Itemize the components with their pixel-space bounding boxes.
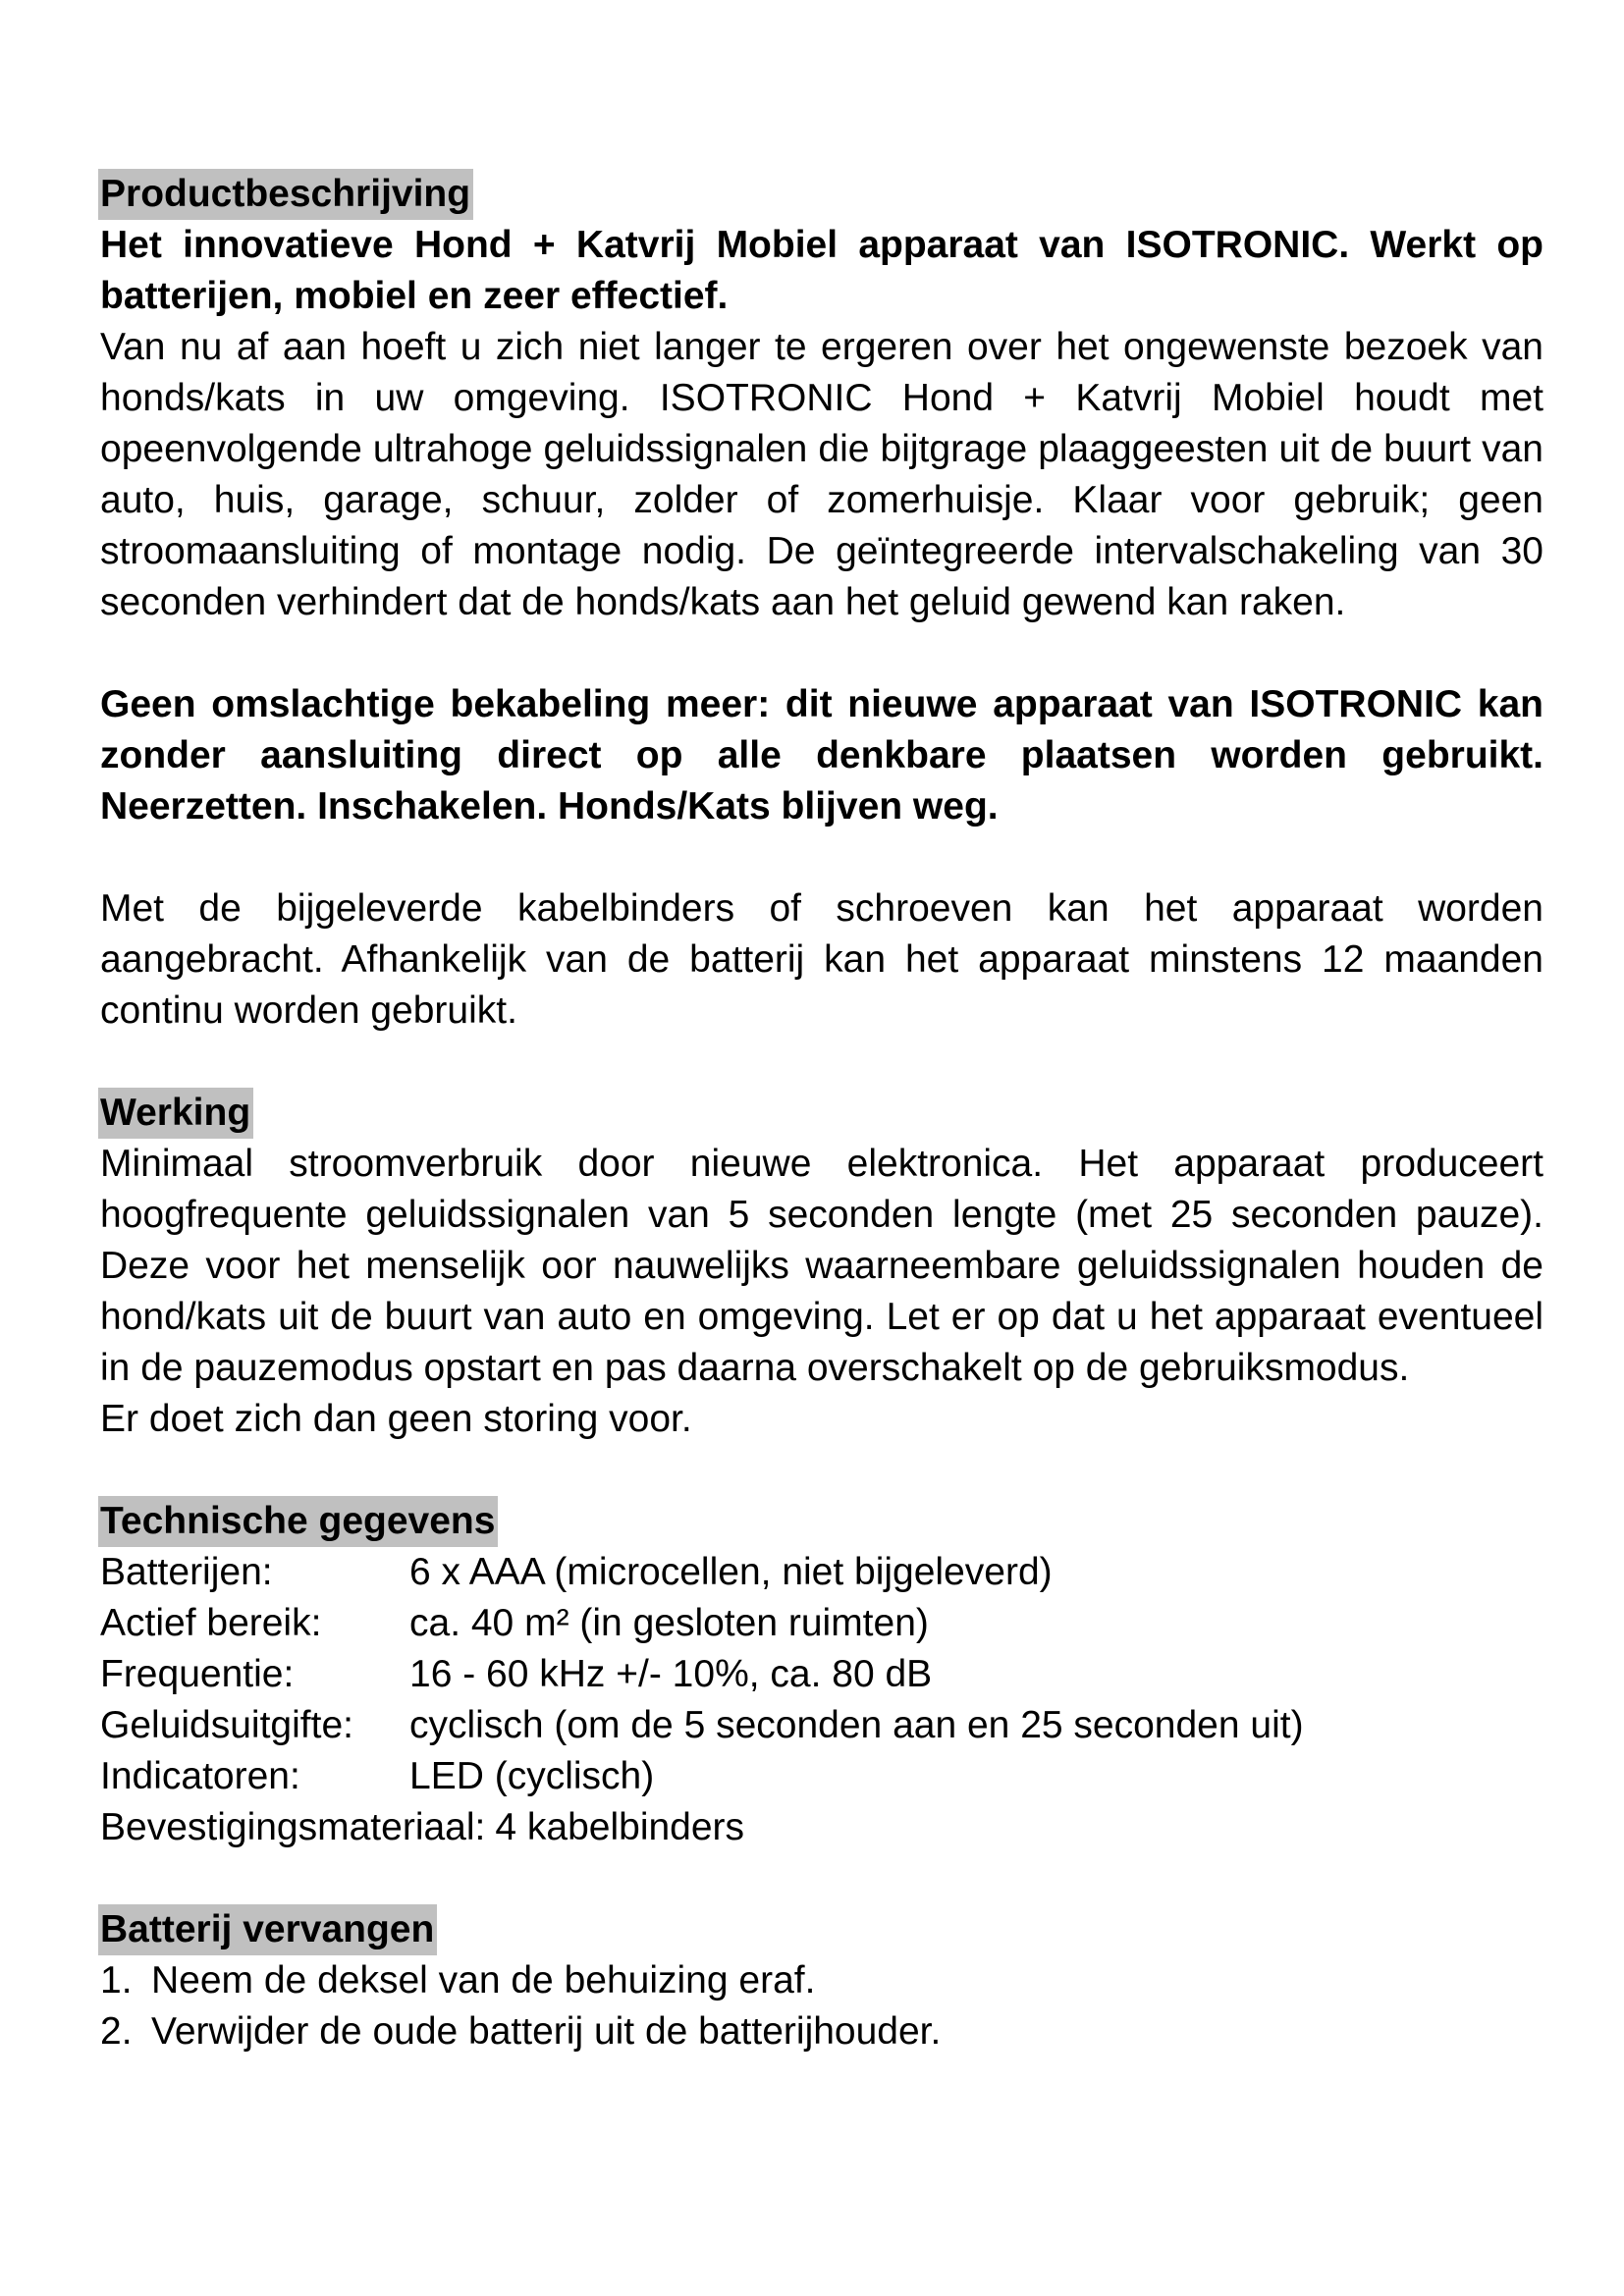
document-page (100, 169, 1543, 2057)
spec-value: 4 kabelbinders (495, 1806, 745, 1848)
heading-batterij-vervangen: Batterij vervangen (98, 1904, 437, 1955)
list-number: 1. (100, 1959, 133, 2002)
spec-label: Batterijen: (100, 1551, 273, 1593)
spec-row (100, 1751, 1543, 1802)
spec-row (100, 1700, 1543, 1751)
product-mounting: Met de bijgeleverde kabelbinders of schroeven kan het apparaat worden aangebracht. Afhankelijk van de batterij kan het apparaat minstens 12 maanden continu worden gebruikt. (100, 887, 1543, 1032)
list-item (100, 1955, 1543, 2006)
section-battery (100, 1904, 1543, 2057)
spec-label: Frequentie: (100, 1653, 295, 1695)
spacer (100, 1445, 1543, 1496)
spec-label: Actief bereik: (100, 1602, 322, 1644)
spec-row (100, 1649, 1543, 1700)
spec-value: 6 x AAA (microcellen, niet bijgeleverd) (409, 1551, 1053, 1593)
spec-row-mounting (100, 1802, 1543, 1853)
spec-row (100, 1547, 1543, 1598)
spacer (100, 628, 1543, 679)
spec-value: ca. 40 m² (in gesloten ruimten) (409, 1602, 929, 1644)
list-text: Verwijder de oude batterij uit de batterijhouder. (151, 2010, 942, 2053)
list-item (100, 2006, 1543, 2057)
spec-value: LED (cyclisch) (409, 1755, 655, 1797)
heading-technische-gegevens: Technische gegevens (98, 1496, 498, 1547)
spec-row (100, 1598, 1543, 1649)
spec-label: Geluidsuitgifte: (100, 1704, 353, 1746)
product-intro: Het innovatieve Hond + Katvrij Mobiel apparaat van ISOTRONIC. Werkt op batterijen, mobiel en zeer effectief. (100, 224, 1543, 317)
operation-note: Er doet zich dan geen storing voor. (100, 1398, 692, 1440)
list-number: 2. (100, 2010, 133, 2053)
section-operation (100, 1088, 1543, 1496)
list-text: Neem de deksel van de behuizing eraf. (151, 1959, 816, 2002)
spacer (100, 832, 1543, 883)
heading-productbeschrijving: Productbeschrijving (98, 169, 473, 220)
product-body: Van nu af aan hoeft u zich niet langer te ergeren over het ongewenste bezoek van honds/kats in uw omgeving. ISOTRONIC Hond + Katvrij Mobiel houdt met opeenvolgende ultrahoge geluidssignalen die bijtgrage plaaggeesten uit de buurt van auto, huis, garage, schuur, zolder of zomerhuisje. Klaar voor gebruik; geen stroomaansluiting of montage nodig. De geïntegreerde intervalschakeling van 30 seconden verhindert dat de honds/kats aan het geluid gewend kan raken. (100, 326, 1543, 623)
spec-value: cyclisch (om de 5 seconden aan en 25 seconden uit) (409, 1704, 1304, 1746)
spacer (100, 1037, 1543, 1088)
spacer (100, 1853, 1543, 1904)
heading-werking: Werking (98, 1088, 253, 1139)
section-specs (100, 1496, 1543, 1904)
spec-label: Bevestigingsmateriaal: (100, 1806, 486, 1848)
product-bold-paragraph: Geen omslachtige bekabeling meer: dit nieuwe apparaat van ISOTRONIC kan zonder aansluiting direct op alle denkbare plaatsen worden gebruikt. Neerzetten. Inschakelen. Honds/Kats blijven weg. (100, 683, 1543, 828)
operation-body: Minimaal stroomverbruik door nieuwe elektronica. Het apparaat produceert hoogfrequente geluidssignalen van 5 seconden lengte (met 25 seconden pauze). Deze voor het menselijk oor nauwelijks waarneembare geluidssignalen houden de hond/kats uit de buurt van auto en omgeving. Let er op dat u het apparaat eventueel in de pauzemodus opstart en pas daarna overschakelt op de gebruiksmodus. (100, 1143, 1543, 1389)
section-product (100, 169, 1543, 1088)
spec-value: 16 - 60 kHz +/- 10%, ca. 80 dB (409, 1653, 933, 1695)
spec-label: Indicatoren: (100, 1755, 300, 1797)
